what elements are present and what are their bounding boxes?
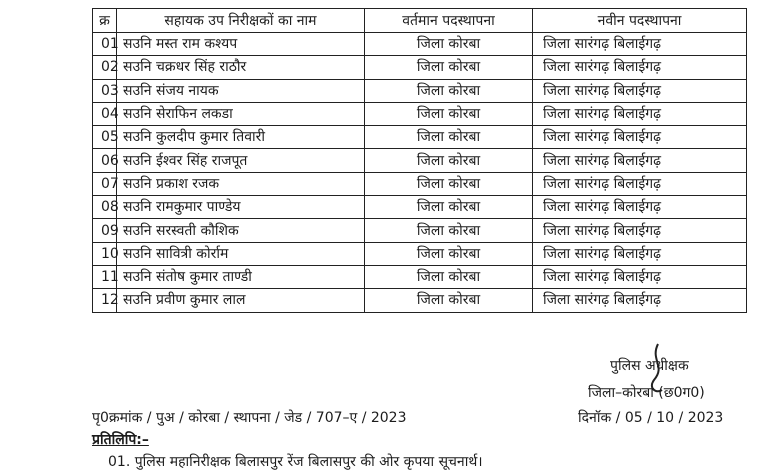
row-name: सउनि संजय नायक <box>117 79 365 102</box>
signature-title: पुलिस अधीक्षक <box>610 358 689 374</box>
row-serial: 01 <box>93 33 117 56</box>
row-current-posting: जिला कोरबा <box>365 242 533 265</box>
row-name: सउनि रामकुमार पाण्डेय <box>117 196 365 219</box>
table-row <box>93 196 747 219</box>
row-name: सउनि सावित्री कोर्राम <box>117 242 365 265</box>
row-new-posting: जिला सारंगढ़ बिलाईगढ़ <box>533 265 747 288</box>
issue-date: दिनॉक / 05 / 10 / 2023 <box>578 410 724 426</box>
row-current-posting: जिला कोरबा <box>365 149 533 172</box>
row-current-posting: जिला कोरबा <box>365 196 533 219</box>
row-current-posting: जिला कोरबा <box>365 126 533 149</box>
header-serial: क्र <box>93 9 117 33</box>
row-name: सउनि चक्रधर सिंह राठौर <box>117 56 365 79</box>
row-new-posting: जिला सारंगढ़ बिलाईगढ़ <box>533 56 747 79</box>
row-new-posting: जिला सारंगढ़ बिलाईगढ़ <box>533 33 747 56</box>
row-new-posting: जिला सारंगढ़ बिलाईगढ़ <box>533 126 747 149</box>
row-current-posting: जिला कोरबा <box>365 219 533 242</box>
table-row <box>93 172 747 195</box>
row-serial: 05 <box>93 126 117 149</box>
row-current-posting: जिला कोरबा <box>365 172 533 195</box>
row-serial: 11 <box>93 265 117 288</box>
row-name: सउनि मस्त राम कश्यप <box>117 33 365 56</box>
row-serial: 10 <box>93 242 117 265</box>
row-serial: 12 <box>93 289 117 312</box>
row-name: सउनि सरस्वती कौशिक <box>117 219 365 242</box>
signature-office: जिला–कोरबा (छ0ग0) <box>588 385 705 401</box>
row-new-posting: जिला सारंगढ़ बिलाईगढ़ <box>533 196 747 219</box>
row-name: सउनि ईश्वर सिंह राजपूत <box>117 149 365 172</box>
row-name: सउनि कुलदीप कुमार तिवारी <box>117 126 365 149</box>
row-new-posting: जिला सारंगढ़ बिलाईगढ़ <box>533 242 747 265</box>
row-current-posting: जिला कोरबा <box>365 289 533 312</box>
row-name: सउनि प्रवीण कुमार लाल <box>117 289 365 312</box>
row-current-posting: जिला कोरबा <box>365 79 533 102</box>
row-new-posting: जिला सारंगढ़ बिलाईगढ़ <box>533 102 747 125</box>
row-name: सउनि संतोष कुमार ताण्डी <box>117 265 365 288</box>
table-row <box>93 219 747 242</box>
row-serial: 06 <box>93 149 117 172</box>
row-current-posting: जिला कोरबा <box>365 56 533 79</box>
table-row <box>93 56 747 79</box>
table-row <box>93 102 747 125</box>
table-row <box>93 79 747 102</box>
row-name: सउनि प्रकाश रजक <box>117 172 365 195</box>
row-serial: 09 <box>93 219 117 242</box>
row-serial: 02 <box>93 56 117 79</box>
table-row <box>93 265 747 288</box>
row-new-posting: जिला सारंगढ़ बिलाईगढ़ <box>533 172 747 195</box>
row-serial: 07 <box>93 172 117 195</box>
row-name: सउनि सेराफिन लकडा <box>117 102 365 125</box>
copy-item: 01. पुलिस महानिरीक्षक बिलासपुर रेंज बिलासपुर की ओर कृपया सूचनार्थ। <box>108 454 483 470</box>
transfer-table <box>92 8 747 313</box>
row-serial: 04 <box>93 102 117 125</box>
reference-number: पृ0क्रमांक / पुअ / कोरबा / स्थापना / जेड / 707–ए / 2023 <box>92 410 407 426</box>
header-new-posting: नवीन पदस्थापना <box>533 9 747 33</box>
table-row <box>93 289 747 312</box>
row-current-posting: जिला कोरबा <box>365 265 533 288</box>
row-new-posting: जिला सारंगढ़ बिलाईगढ़ <box>533 149 747 172</box>
row-new-posting: जिला सारंगढ़ बिलाईगढ़ <box>533 79 747 102</box>
copy-heading: प्रतिलिपि:– <box>92 432 149 448</box>
header-current-posting: वर्तमान पदस्थापना <box>365 9 533 33</box>
header-name: सहायक उप निरीक्षकों का नाम <box>117 9 365 33</box>
row-current-posting: जिला कोरबा <box>365 102 533 125</box>
table-header-row <box>93 9 747 33</box>
row-new-posting: जिला सारंगढ़ बिलाईगढ़ <box>533 219 747 242</box>
table-row <box>93 149 747 172</box>
row-serial: 08 <box>93 196 117 219</box>
table-row <box>93 33 747 56</box>
table-row <box>93 126 747 149</box>
row-new-posting: जिला सारंगढ़ बिलाईगढ़ <box>533 289 747 312</box>
table-row <box>93 242 747 265</box>
row-serial: 03 <box>93 79 117 102</box>
row-current-posting: जिला कोरबा <box>365 33 533 56</box>
